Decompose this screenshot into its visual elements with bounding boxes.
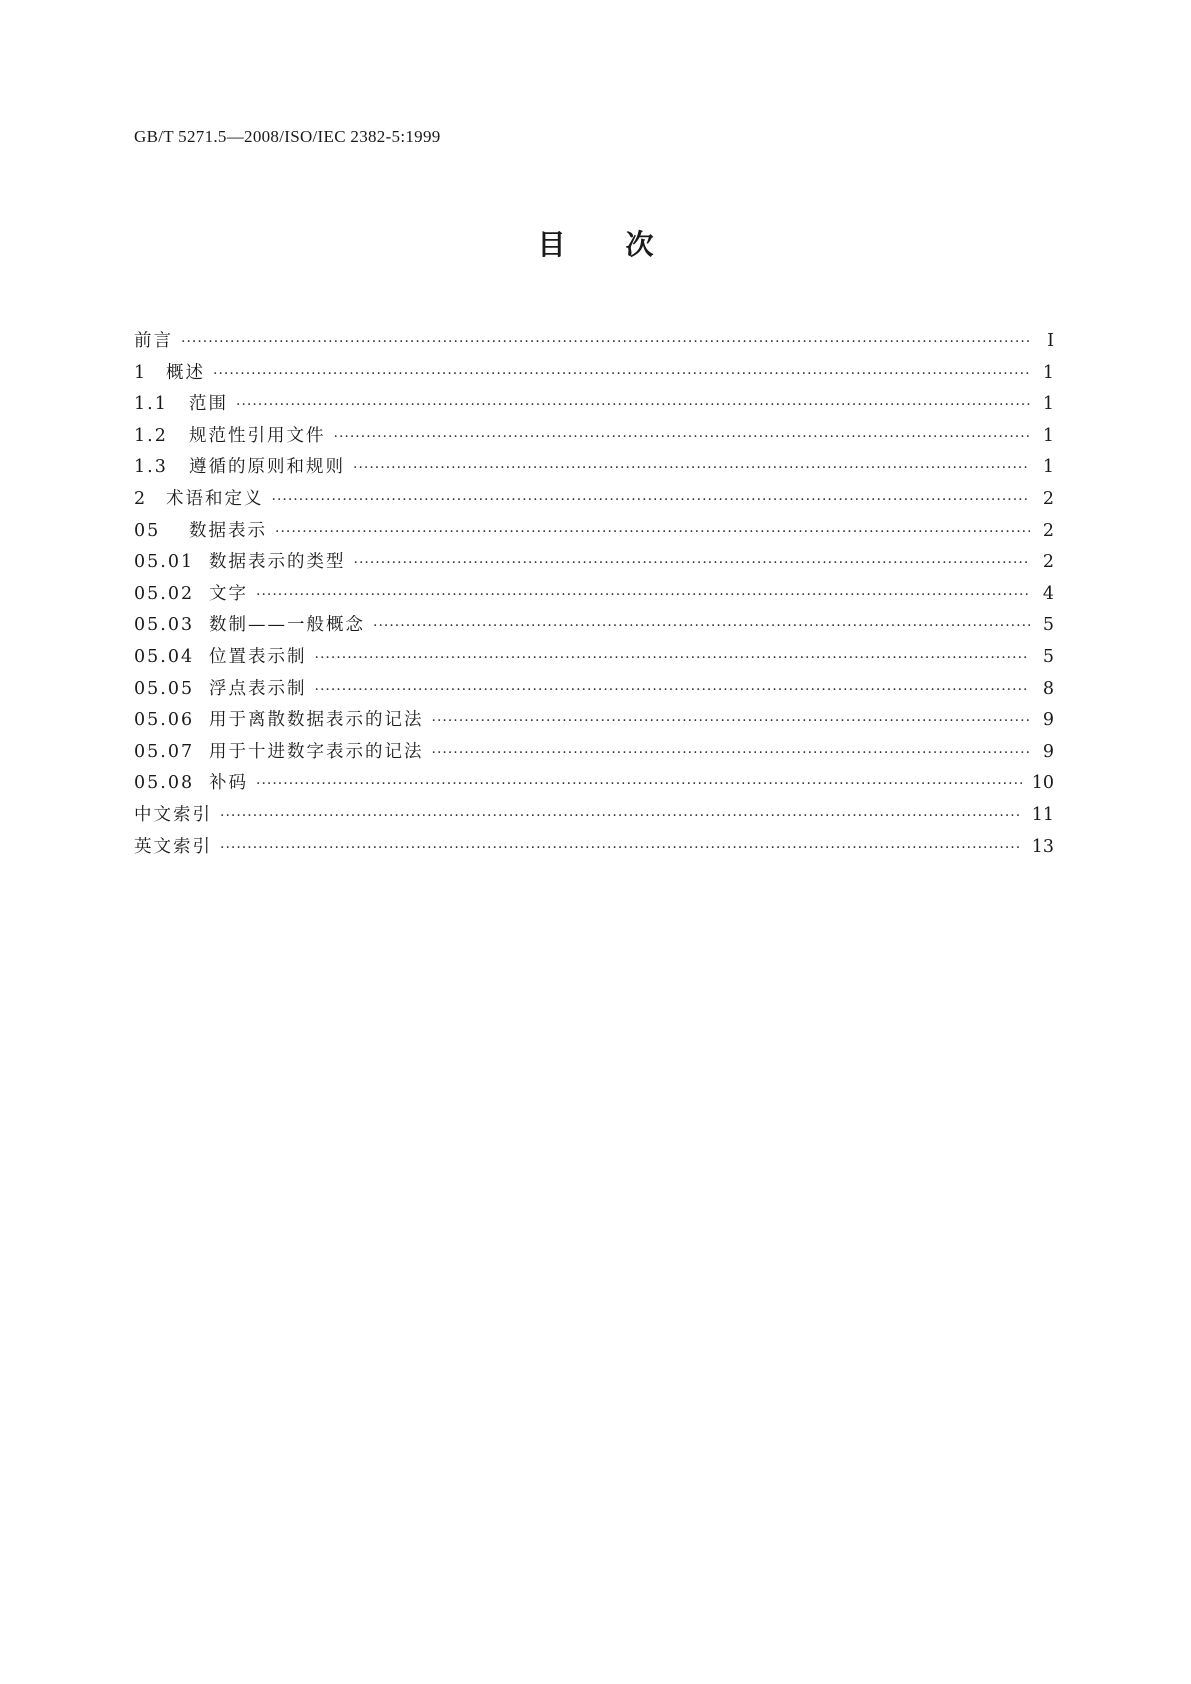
toc-entry-label: 用于离散数据表示的记法 [209, 710, 424, 731]
toc-entry-number: 2 [134, 488, 148, 509]
dot-leader [315, 650, 1031, 666]
dot-leader [220, 840, 1022, 856]
toc-entry-page: 2 [1042, 520, 1054, 541]
toc-entry-number: 05.02 [134, 583, 195, 604]
toc-entry-label: 文字 [209, 583, 248, 604]
toc-entry-label: 概述 [166, 362, 205, 383]
toc-entry-05-07[interactable] [134, 738, 1054, 770]
toc-entry-page: 1 [1042, 362, 1054, 383]
dot-leader [256, 776, 1022, 792]
toc-entry-label: 前言 [134, 331, 173, 351]
toc-entry-page: 1 [1042, 457, 1054, 478]
toc-entry-page: 5 [1042, 615, 1054, 636]
toc-title-char-2: 次 [625, 228, 654, 261]
toc-entry-number: 05.03 [134, 615, 195, 636]
toc-entry-page: 9 [1042, 710, 1054, 731]
dot-leader [236, 397, 1030, 413]
toc-entry-number: 05.01 [134, 552, 195, 573]
dot-leader [315, 682, 1031, 698]
toc-entry-number: 1.1 [134, 394, 168, 415]
dot-leader [275, 524, 1030, 540]
toc-entry-number: 05.07 [134, 741, 195, 762]
toc-entry-number: 1 [134, 362, 148, 383]
toc-entry-label: 浮点表示制 [209, 678, 307, 699]
dot-leader [181, 334, 1030, 350]
toc-entry-page: 9 [1042, 741, 1054, 762]
table-of-contents [134, 327, 1054, 864]
toc-entry-number: 05 [134, 520, 161, 541]
toc-entry-label: 数据表示的类型 [209, 552, 346, 573]
standard-code-header: GB/T 5271.5—2008/ISO/IEC 2382-5:1999 [134, 127, 441, 146]
toc-entry-page: 11 [1031, 804, 1054, 825]
toc-entry-label: 遵循的原则和规则 [189, 457, 345, 478]
toc-entry-label: 补码 [209, 773, 248, 794]
toc-entry-number: 05.04 [134, 646, 195, 667]
toc-entry-page: 2 [1042, 488, 1054, 509]
toc-entry-page: I [1047, 331, 1054, 351]
toc-entry-page: 5 [1042, 646, 1054, 667]
dot-leader [354, 555, 1031, 571]
toc-entry-05-03[interactable] [134, 611, 1054, 643]
toc-entry-english-index[interactable] [134, 833, 1054, 865]
toc-entry-number: 1.2 [134, 425, 168, 446]
toc-entry-05-02[interactable] [134, 580, 1054, 612]
toc-entry-page: 13 [1031, 836, 1054, 857]
toc-entry-05[interactable] [134, 517, 1054, 549]
toc-entry-label: 数据表示 [189, 520, 267, 541]
toc-title [0, 228, 1191, 262]
toc-entry-number: 05.05 [134, 678, 195, 699]
toc-entry-label: 英文索引 [134, 836, 212, 857]
toc-entry-number: 05.08 [134, 773, 195, 794]
toc-entry-label: 位置表示制 [209, 646, 307, 667]
dot-leader [373, 618, 1030, 634]
toc-title-char-1: 目 [537, 228, 566, 261]
dot-leader [432, 745, 1031, 761]
toc-entry-label: 范围 [189, 394, 228, 415]
toc-entry-05-08[interactable] [134, 769, 1054, 801]
toc-entry-number: 1.3 [134, 457, 168, 478]
dot-leader [213, 366, 1030, 382]
toc-entry-1-3[interactable] [134, 453, 1054, 485]
toc-entry-label: 用于十进数字表示的记法 [209, 741, 424, 762]
toc-entry-page: 1 [1042, 425, 1054, 446]
dot-leader [220, 808, 1022, 824]
toc-entry-label: 术语和定义 [166, 488, 264, 509]
toc-entry-label: 数制——一般概念 [209, 615, 365, 636]
toc-entry-label: 规范性引用文件 [189, 425, 326, 446]
toc-entry-2[interactable] [134, 485, 1054, 517]
toc-entry-page: 2 [1042, 552, 1054, 573]
dot-leader [334, 429, 1031, 445]
toc-entry-page: 4 [1042, 583, 1054, 604]
dot-leader [432, 713, 1031, 729]
dot-leader [272, 492, 1031, 508]
toc-entry-foreword[interactable] [134, 327, 1054, 359]
dot-leader [256, 587, 1030, 603]
toc-entry-page: 8 [1042, 678, 1054, 699]
toc-entry-number: 05.06 [134, 710, 195, 731]
toc-entry-page: 10 [1031, 773, 1054, 794]
toc-entry-05-01[interactable] [134, 548, 1054, 580]
toc-entry-chinese-index[interactable] [134, 801, 1054, 833]
toc-entry-1-1[interactable] [134, 390, 1054, 422]
dot-leader [353, 460, 1030, 476]
toc-entry-label: 中文索引 [134, 804, 212, 825]
toc-entry-05-05[interactable] [134, 675, 1054, 707]
toc-entry-1[interactable] [134, 359, 1054, 391]
toc-entry-05-04[interactable] [134, 643, 1054, 675]
toc-entry-1-2[interactable] [134, 422, 1054, 454]
toc-entry-page: 1 [1042, 394, 1054, 415]
toc-entry-05-06[interactable] [134, 706, 1054, 738]
